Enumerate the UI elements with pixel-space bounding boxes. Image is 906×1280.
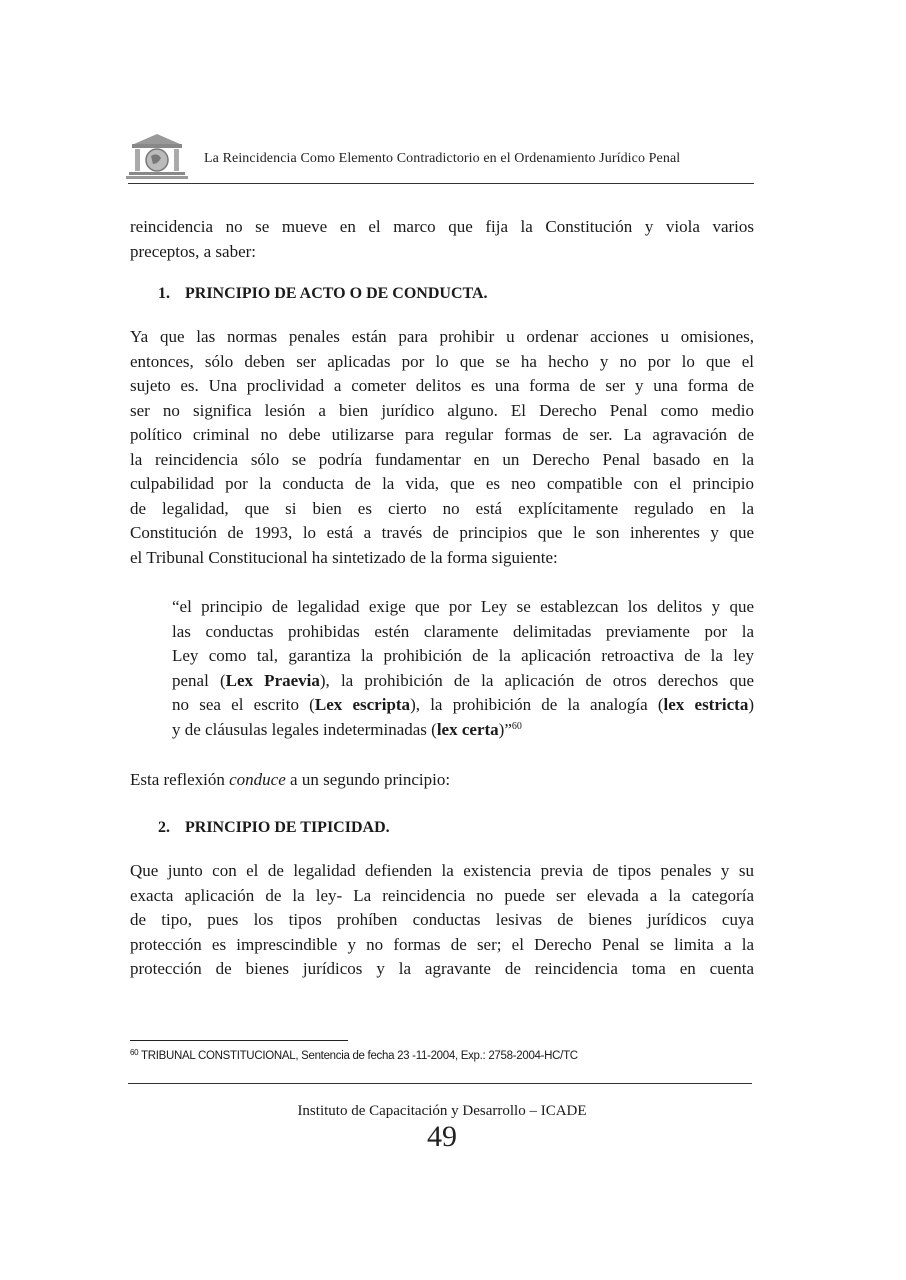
paragraph-tipicidad bbox=[130, 859, 754, 982]
text-segment: Ley como tal, garantiza la prohibición de la aplicación retroactiva de la ley bbox=[172, 646, 754, 665]
text-segment: entonces, sólo deben ser aplicadas por lo que se ha hecho y no por lo que el bbox=[130, 351, 754, 371]
text-line bbox=[172, 669, 754, 694]
bold-term: lex estricta bbox=[663, 695, 749, 714]
transition-paragraph bbox=[130, 768, 754, 793]
running-title: La Reincidencia Como Elemento Contradictorio en el Ordenamiento Jurídico Penal bbox=[204, 151, 681, 166]
text-segment: protección de bienes jurídicos y la agravante de reincidencia toma en cuenta bbox=[130, 959, 754, 978]
text-line bbox=[130, 957, 754, 982]
text-line bbox=[130, 240, 754, 265]
italic-term: conduce bbox=[229, 770, 286, 789]
intro-paragraph bbox=[130, 215, 754, 264]
text-segment: Constitución de 1993, lo está a través de principios que le son inherentes y que bbox=[130, 523, 754, 542]
heading-number: 2. bbox=[158, 819, 170, 836]
text-line bbox=[130, 908, 754, 933]
text-segment: de legalidad, que si bien es cierto no está explícitamente regulado en la bbox=[130, 498, 754, 518]
footer-institution: Instituto de Capacitación y Desarrollo – ICADE bbox=[297, 1103, 587, 1119]
text-line bbox=[130, 399, 754, 424]
text-segment: protección es imprescindible y no formas de ser; el Derecho Penal se limita a la bbox=[130, 934, 754, 954]
text-segment: exacta aplicación de la ley- La reincidencia no puede ser elevada a la categoría bbox=[130, 885, 754, 905]
footnote-divider bbox=[130, 1040, 348, 1041]
heading-number: 1. bbox=[158, 285, 170, 302]
bold-term: Lex escripta bbox=[314, 695, 411, 714]
text-line bbox=[130, 350, 754, 375]
text-segment: y de cláusulas legales indeterminadas ( bbox=[172, 719, 437, 739]
text-line bbox=[130, 423, 754, 448]
text-segment: reincidencia no se mueve en el marco que fija la Constitución y viola varios bbox=[130, 217, 754, 236]
text-segment: el Tribunal Constitucional ha sintetizado de la forma siguiente: bbox=[130, 547, 558, 567]
text-line bbox=[130, 325, 754, 350]
text-segment: Ya que las normas penales están para prohibir u ordenar acciones u omisiones, bbox=[130, 327, 754, 346]
text-line bbox=[130, 497, 754, 522]
icade-logo bbox=[126, 132, 188, 180]
text-segment: político criminal no debe utilizarse para regular formas de ser. La agravación de bbox=[130, 425, 754, 444]
bold-term: Lex Praevia bbox=[225, 670, 320, 690]
footnote-text: TRIBUNAL CONSTITUCIONAL, Sentencia de fecha 23 -11-2004, Exp.: 2758-2004-HC/TC bbox=[141, 1050, 578, 1062]
text-line bbox=[130, 521, 754, 546]
text-segment: ) bbox=[748, 695, 754, 714]
text-line bbox=[130, 472, 754, 497]
heading-text: PRINCIPIO DE ACTO O DE CONDUCTA. bbox=[185, 285, 488, 302]
bold-term: lex certa bbox=[436, 719, 499, 739]
text-line bbox=[172, 595, 754, 620]
text-segment: ser no significa lesión a bien jurídico alguno. El Derecho Penal como medio bbox=[130, 400, 754, 420]
text-segment: Que junto con el de legalidad defienden la existencia previa de tipos penales y su bbox=[130, 861, 754, 880]
text-segment: las conductas prohibidas estén claramente delimitadas previamente por la bbox=[172, 621, 754, 641]
text-segment: culpabilidad por la conducta de la vida, que es neo compatible con el principio bbox=[130, 474, 754, 493]
text-line bbox=[130, 933, 754, 958]
page-number: 49 bbox=[427, 1120, 457, 1153]
text-segment: ), la prohibición de la analogía ( bbox=[410, 695, 664, 714]
text-segment: no sea el escrito ( bbox=[172, 695, 315, 714]
text-line bbox=[130, 859, 754, 884]
text-line bbox=[172, 718, 754, 743]
text-segment: de tipo, pues los tipos prohíben conductas lesivas de bienes jurídicos cuya bbox=[130, 910, 754, 929]
text-line bbox=[172, 620, 754, 645]
text-line bbox=[130, 768, 754, 793]
text-segment: a un segundo principio: bbox=[285, 770, 451, 789]
footnote-mark: 60 bbox=[130, 1048, 139, 1057]
text-segment: penal ( bbox=[172, 670, 226, 690]
heading-text: PRINCIPIO DE TIPICIDAD. bbox=[185, 819, 390, 836]
text-line bbox=[130, 374, 754, 399]
text-segment: sujeto es. Una proclividad a cometer delitos es una forma de ser y una forma de bbox=[130, 376, 754, 395]
text-segment: )” bbox=[498, 719, 512, 739]
text-line bbox=[130, 215, 754, 240]
footnote bbox=[130, 1050, 578, 1062]
header-divider bbox=[128, 183, 754, 184]
text-segment: la reincidencia sólo se podría fundamentar en un Derecho Penal basado en la bbox=[130, 449, 754, 469]
footer-divider bbox=[128, 1083, 752, 1084]
text-line bbox=[130, 448, 754, 473]
text-segment: Esta reflexión bbox=[130, 770, 230, 789]
text-segment: ), la prohibición de la aplicación de otros derechos que bbox=[319, 670, 754, 690]
section-heading-1 bbox=[158, 285, 488, 303]
section-heading-2 bbox=[158, 819, 390, 837]
text-line bbox=[130, 546, 754, 571]
text-line bbox=[172, 644, 754, 669]
text-line bbox=[130, 884, 754, 909]
text-line bbox=[172, 693, 754, 718]
paragraph-acto bbox=[130, 325, 754, 570]
footnote-reference: 60 bbox=[511, 720, 522, 732]
block-quote bbox=[172, 595, 754, 742]
text-segment: “el principio de legalidad exige que por Ley se establezcan los delitos y que bbox=[172, 597, 754, 616]
text-segment: preceptos, a saber: bbox=[130, 241, 257, 261]
